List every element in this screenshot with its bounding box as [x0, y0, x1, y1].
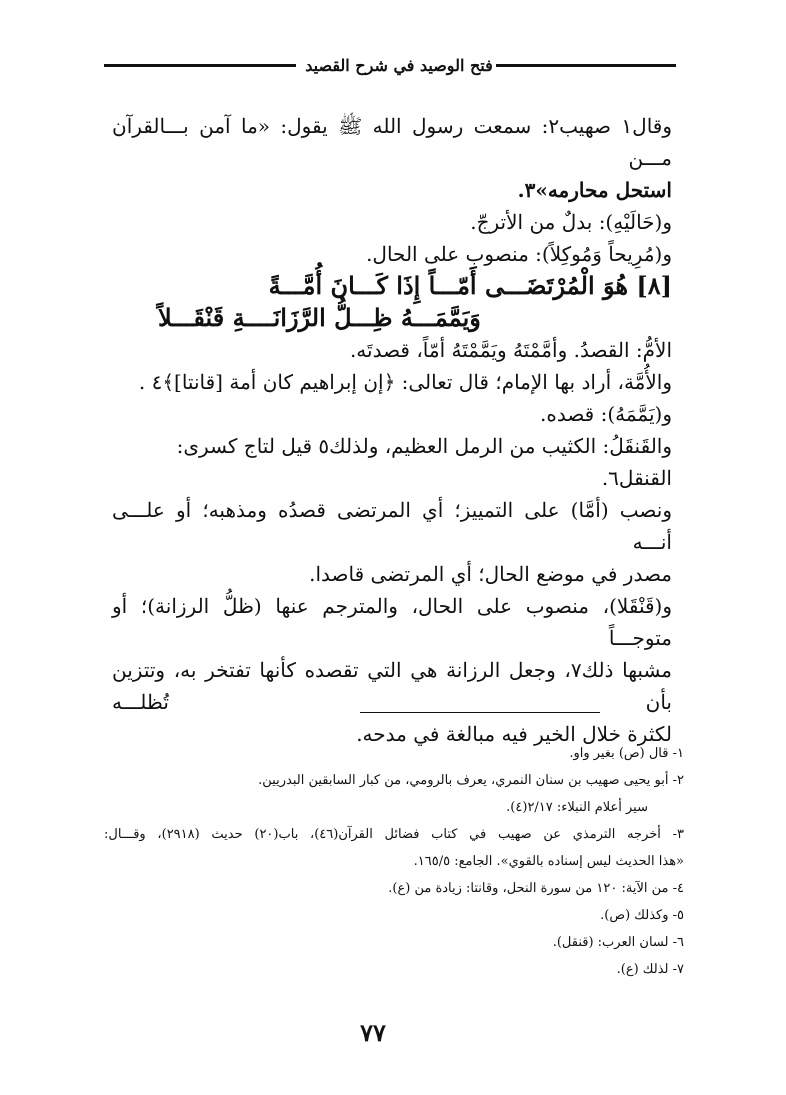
footnote-3-cont: «هذا الحديث ليس إسناده بالقوي». الجامع: ١٦٥/٥.	[413, 854, 684, 869]
paragraph-murihan: و(مُرِيحاً وَمُوكِلاً): منصوب على الحال.	[366, 242, 672, 266]
header-rule-left	[104, 64, 296, 67]
footnote-3: ٣- أخرجه الترمذي عن صهيب في كتاب فضائل القرآن(٤٦)، باب(٢٠) حديث (٢٩١٨)، وقـــال:	[104, 827, 685, 842]
explanation-yammamahu: و(يَمَّمَهُ): قصده.	[539, 402, 672, 426]
footnote-4: ٤- من الآية: ١٢٠ من سورة النحل، وقانتا: زيادة من (ع).	[388, 881, 684, 896]
footnote-separator	[360, 712, 600, 713]
running-header-title: فتح الوصيد في شرح القصيد	[305, 56, 493, 75]
paragraph-halayhi: و(حَالَيْهِ): بدلٌ من الأترجّ.	[470, 210, 672, 234]
main-text	[112, 110, 672, 750]
footnotes	[104, 740, 684, 983]
footnote-1: ١- قال (ص) بغير واو.	[569, 746, 684, 761]
explanation-umma: والأُمَّة، أراد بها الإمام؛ قال تعالى: ﴿إن إبراهيم كان أمة [قانتا]﴾٤ .	[138, 370, 672, 394]
explanation-mubalagha: لكثرة خلال الخير فيه مبالغة في مدحه.	[356, 722, 672, 746]
footnote-2-source: سير أعلام النبلاء: ٢/١٧(٤).	[506, 800, 648, 815]
footnote-6: ٦- لسان العرب: (قنقل).	[552, 935, 684, 950]
page-number: ٧٧	[360, 1018, 386, 1047]
footnote-5: ٥- وكذلك (ص).	[600, 908, 684, 923]
explanation-umm: الأمُّ: القصدُ. وأمَّمْتَهُ ويَمَّمْتَهُ أمّاً، قصدتَه.	[349, 338, 672, 362]
paragraph-hadith-end: استحل محارمه»٣.	[517, 178, 672, 202]
explanation-masdar: مصدر في موضع الحال؛ أي المرتضى قاصدا.	[309, 562, 672, 586]
paragraph-hadith: وقال١ صهيب٢: سمعت رسول الله ﷺ يقول: «ما آمن بـــالقرآن مـــن	[112, 114, 672, 170]
explanation-qanqal: والقَنقَلُ: الكثيب من الرمل العظيم، ولذلك٥ قيل لتاج كسرى: القنقل٦.	[176, 434, 672, 490]
footnote-2: ٢- أبو يحيى صهيب بن سنان النمري، يعرف بالرومي، من كبار السابقين البدريين.	[258, 773, 684, 788]
footnote-7: ٧- لذلك (ع).	[616, 962, 684, 977]
verse-line-2: وَيَمَّمَـــهُ ظِـــلُّ الرَّزَانَــــةِ قَنْقَـــلاً	[158, 303, 481, 332]
verse-line-1: [٨] هُوَ الْمُرْتَضَـــى أَمّـــاً إِذَا كَـــانَ أُمَّـــةً	[268, 271, 672, 300]
explanation-mushabbihan: مشبها ذلك٧، وجعل الرزانة هي التي تقصده كأنها تفتخر به، وتتزين بأن تُظلـــه	[112, 658, 672, 714]
running-header	[104, 56, 676, 80]
explanation-qanqalan: و(قَنْقَلا)، منصوب على الحال، والمترجم عنها (ظلُّ الرزانة)؛ أو متوجـــاً	[112, 594, 672, 650]
explanation-nasb: ونصب (أمَّا) على التمييز؛ أي المرتضى قصدُه ومذهبه؛ أو علـــى أنـــه	[112, 498, 673, 554]
header-rule-right	[496, 64, 676, 67]
